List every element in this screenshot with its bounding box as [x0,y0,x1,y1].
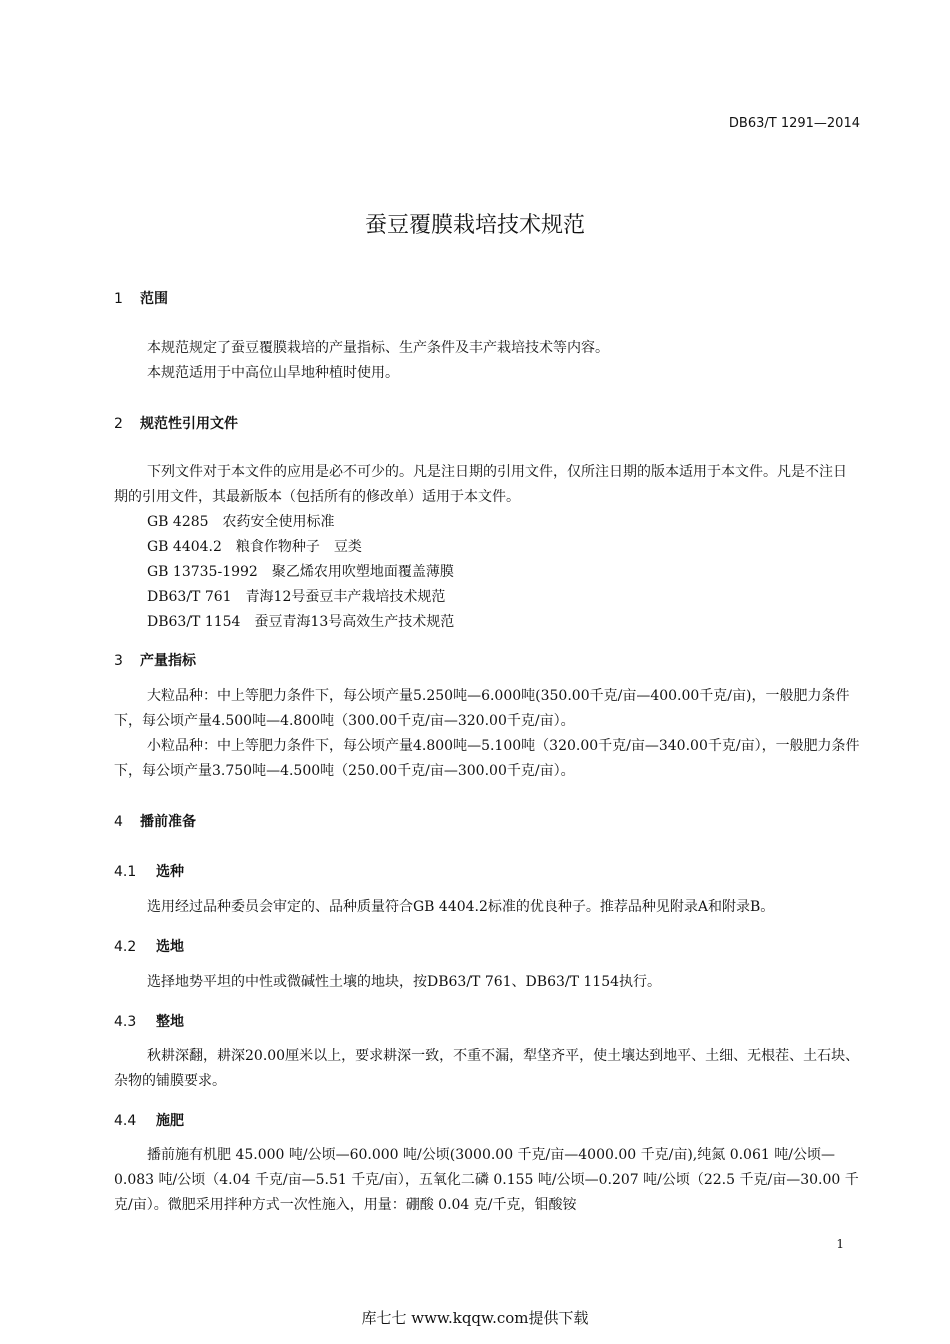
section-title: 产量指标 [140,653,196,669]
section-heading-2 [114,413,238,433]
section-heading-1 [114,288,168,308]
section-number: 3 [114,653,123,669]
subsection-heading-4-2 [114,936,184,956]
section-title: 范围 [140,291,168,307]
section-title: 规范性引用文件 [140,416,238,432]
page-number: 1 [836,1237,844,1251]
document-title: 蚕豆覆膜栽培技术规范 [364,213,585,238]
download-footer: 库七七 www.kqqw.com提供下载 [361,1309,589,1327]
standard-number: DB63/T 1291—2014 [728,116,860,131]
section-title: 施肥 [156,1113,184,1129]
paragraph: 选用经过品种委员会审定的、品种质量符合GB 4404.2标准的优良种子。推荐品种见附录A和附录B。 [147,899,775,915]
paragraph: 选择地势平坦的中性或微碱性土壤的地块，按DB63/T 761、DB63/T 1154执行。 [147,974,662,990]
section-title: 整地 [156,1014,184,1030]
reference-item: DB63/T 1154 蚕豆青海13号高效生产技术规范 [147,614,455,630]
paragraph: 播前施有机肥 45.000 吨/公顷—60.000 吨/公顷(3000.00 千克/亩—4000.00 千克/亩),纯氮 0.061 吨/公顷—0.083 吨/公顷（4.04 千克/亩—5.51 千克/亩），五氧化二磷 0.155 吨/公顷—0.207 吨/公顷（22.5 千克/亩—30.00 千克/亩）。微肥采用拌种方式一次性施入，用量：硼酸 0.04 克/千克，钼酸铵 [114,1147,859,1213]
reference-item: GB 4404.2 粮食作物种子 豆类 [147,539,362,555]
section-heading-4 [114,811,196,831]
reference-item: DB63/T 761 青海12号蚕豆丰产栽培技术规范 [147,589,446,605]
subsection-heading-4-3 [114,1011,184,1031]
section-number: 2 [114,416,123,432]
section-number: 4.2 [114,939,137,955]
section-number: 4.4 [114,1113,137,1129]
paragraph: 本规范规定了蚕豆覆膜栽培的产量指标、生产条件及丰产栽培技术等内容。 [147,340,609,356]
paragraph: 小粒品种：中上等肥力条件下，每公顷产量4.800吨—5.100吨（320.00千克/亩—340.00千克/亩），一般肥力条件下，每公顷产量3.750吨—4.500吨（250.00千克/亩—300.00千克/亩）。 [114,738,860,779]
paragraph: 秋耕深翻，耕深20.00厘米以上，要求耕深一致，不重不漏，犁垡齐平，使土壤达到地平、土细、无根茬、土石块、杂物的铺膜要求。 [114,1048,860,1089]
section-number: 4.1 [114,864,137,880]
section-title: 选地 [156,939,184,955]
section-title: 选种 [156,864,184,880]
reference-item: GB 13735-1992 聚乙烯农用吹塑地面覆盖薄膜 [147,564,454,580]
section-title: 播前准备 [140,814,196,830]
section-number: 4.3 [114,1014,137,1030]
section-heading-3 [114,650,196,670]
paragraph: 本规范适用于中高位山旱地种植时使用。 [147,365,399,381]
subsection-heading-4-4 [114,1110,184,1130]
subsection-heading-4-1 [114,861,184,881]
paragraph: 下列文件对于本文件的应用是必不可少的。凡是注日期的引用文件，仅所注日期的版本适用于本文件。凡是不注日期的引用文件，其最新版本（包括所有的修改单）适用于本文件。 [114,464,847,505]
section-number: 4 [114,814,123,830]
section-number: 1 [114,291,123,307]
reference-item: GB 4285 农药安全使用标准 [147,514,335,530]
paragraph: 大粒品种：中上等肥力条件下，每公顷产量5.250吨—6.000吨(350.00千克/亩—400.00千克/亩)，一般肥力条件下，每公顷产量4.500吨—4.800吨（300.00千克/亩—320.00千克/亩）。 [114,688,850,729]
